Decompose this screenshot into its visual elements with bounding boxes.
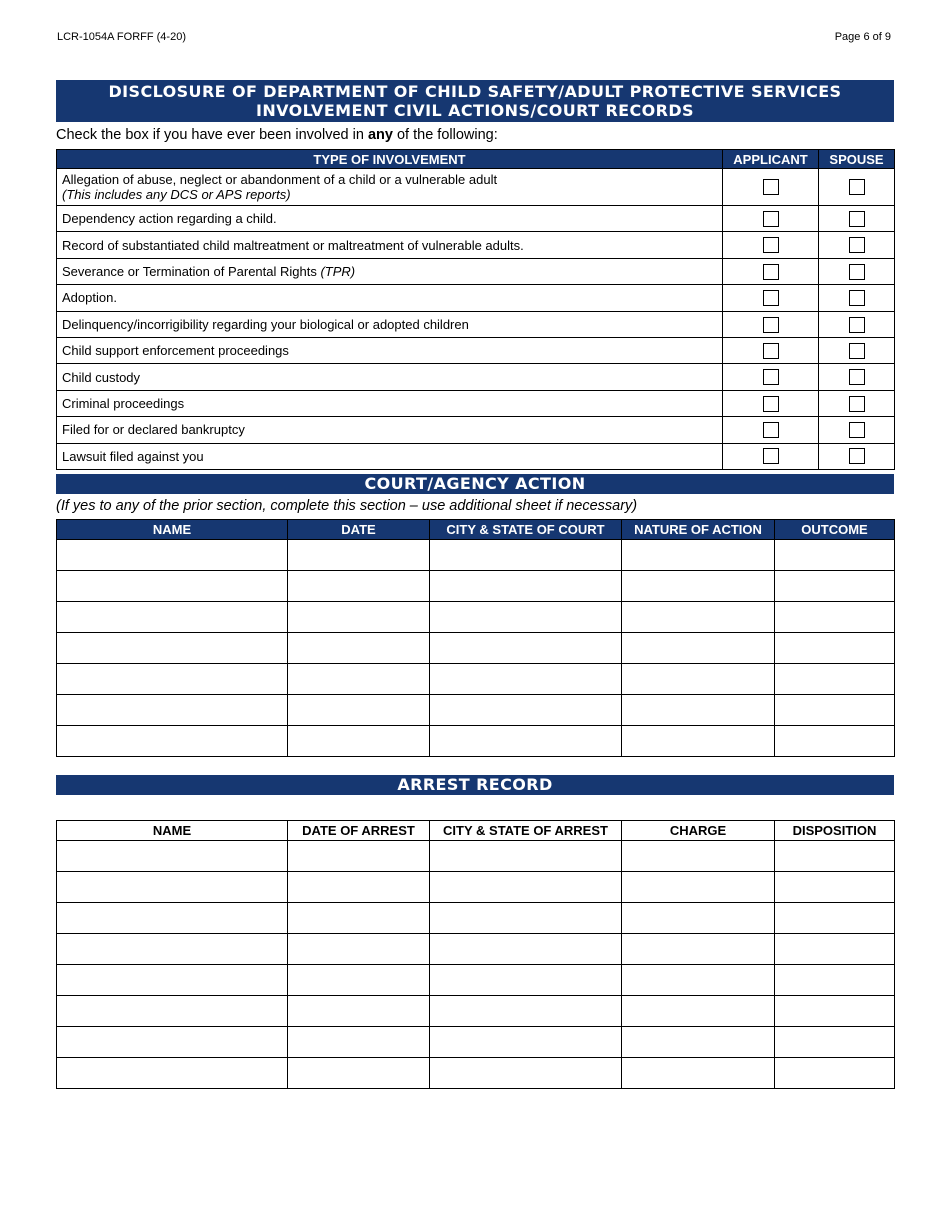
- court-nature-cell[interactable]: [622, 664, 775, 695]
- court-agency-table: [56, 519, 895, 757]
- spouse-checkbox-cell: [819, 443, 895, 469]
- court-row: [57, 726, 895, 757]
- spouse-checkbox[interactable]: [849, 422, 865, 438]
- involvement-label: Record of substantiated child maltreatment or maltreatment of vulnerable adults.: [62, 237, 524, 253]
- spouse-checkbox-cell: [819, 285, 895, 311]
- court-city-state-cell[interactable]: [430, 695, 622, 726]
- page-title: [56, 80, 894, 122]
- page-number: Page 6 of 9: [834, 31, 891, 43]
- court-nature-cell[interactable]: [622, 540, 775, 571]
- applicant-checkbox-cell: [723, 390, 819, 416]
- involvement-label: Child support enforcement proceedings: [62, 343, 289, 359]
- arrest-disposition-cell[interactable]: [775, 1027, 895, 1058]
- court-nature-cell[interactable]: [622, 633, 775, 664]
- involvement-type-cell: [57, 311, 723, 337]
- arrest-charge-cell[interactable]: [622, 872, 775, 903]
- involvement-note: (This includes any DCS or APS reports): [62, 187, 291, 202]
- arrest-row: [57, 965, 895, 996]
- arrest-city-state-cell[interactable]: [430, 1027, 622, 1058]
- applicant-checkbox[interactable]: [763, 343, 779, 359]
- arrest-disposition-cell[interactable]: [775, 934, 895, 965]
- arrest-date-cell[interactable]: [288, 872, 430, 903]
- spouse-checkbox[interactable]: [849, 264, 865, 280]
- court-outcome-cell[interactable]: [775, 540, 895, 571]
- arrest-charge-cell[interactable]: [622, 903, 775, 934]
- involvement-type-cell: [57, 169, 723, 206]
- court-date-cell[interactable]: [288, 664, 430, 695]
- spouse-checkbox[interactable]: [849, 396, 865, 412]
- applicant-checkbox[interactable]: [763, 211, 779, 227]
- spouse-checkbox[interactable]: [849, 369, 865, 385]
- applicant-checkbox[interactable]: [763, 290, 779, 306]
- applicant-checkbox-cell: [723, 206, 819, 232]
- involvement-label-abbrev: (TPR): [320, 263, 356, 279]
- spouse-checkbox[interactable]: [849, 317, 865, 333]
- court-header-row: [57, 520, 895, 540]
- spouse-checkbox[interactable]: [849, 448, 865, 464]
- court-name-cell[interactable]: [57, 695, 288, 726]
- arrest-row: [57, 903, 895, 934]
- arrest-row: [57, 996, 895, 1027]
- involvement-type-cell: [57, 258, 723, 284]
- spouse-checkbox-cell: [819, 232, 895, 258]
- spouse-checkbox-cell: [819, 337, 895, 363]
- court-city-state-cell[interactable]: [430, 571, 622, 602]
- header-type-of-involvement: TYPE OF INVOLVEMENT: [57, 150, 723, 169]
- court-nature-cell[interactable]: [622, 695, 775, 726]
- involvement-label: Allegation of abuse, neglect or abandonment of a child or a vulnerable adult: [62, 172, 498, 187]
- arrest-city-state-cell[interactable]: [430, 841, 622, 872]
- involvement-row: [57, 417, 895, 443]
- involvement-row: [57, 337, 895, 363]
- involvement-label: Dependency action regarding a child.: [62, 211, 277, 227]
- involvement-row: [57, 285, 895, 311]
- involvement-header-row: [57, 150, 895, 169]
- applicant-checkbox[interactable]: [763, 369, 779, 385]
- arrest-row: [57, 934, 895, 965]
- involvement-row: [57, 364, 895, 390]
- applicant-checkbox-cell: [723, 258, 819, 284]
- arrest-header-city-state: CITY & STATE OF ARREST: [430, 821, 622, 841]
- involvement-label: Lawsuit filed against you: [62, 448, 204, 464]
- involvement-table: [56, 149, 895, 470]
- arrest-name-cell[interactable]: [57, 1027, 288, 1058]
- arrest-header-date: DATE OF ARREST: [288, 821, 430, 841]
- applicant-checkbox-cell: [723, 285, 819, 311]
- arrest-name-cell[interactable]: [57, 872, 288, 903]
- involvement-label: Child custody: [62, 369, 141, 385]
- arrest-date-cell[interactable]: [288, 1058, 430, 1089]
- spouse-checkbox-cell: [819, 417, 895, 443]
- arrest-city-state-cell[interactable]: [430, 1058, 622, 1089]
- arrest-date-cell[interactable]: [288, 934, 430, 965]
- arrest-charge-cell[interactable]: [622, 996, 775, 1027]
- court-city-state-cell[interactable]: [430, 540, 622, 571]
- court-row: [57, 695, 895, 726]
- applicant-checkbox-cell: [723, 232, 819, 258]
- court-nature-cell[interactable]: [622, 602, 775, 633]
- applicant-checkbox[interactable]: [763, 317, 779, 333]
- arrest-row: [57, 872, 895, 903]
- spouse-checkbox[interactable]: [849, 179, 865, 195]
- court-header-date: DATE: [288, 520, 430, 540]
- court-row: [57, 571, 895, 602]
- involvement-label: Criminal proceedings: [62, 395, 185, 411]
- spouse-checkbox-cell: [819, 258, 895, 284]
- court-row: [57, 602, 895, 633]
- arrest-header-name: NAME: [57, 821, 288, 841]
- arrest-date-cell[interactable]: [288, 965, 430, 996]
- applicant-checkbox[interactable]: [763, 179, 779, 195]
- court-name-cell[interactable]: [57, 540, 288, 571]
- spouse-checkbox-cell: [819, 206, 895, 232]
- court-outcome-cell[interactable]: [775, 664, 895, 695]
- involvement-type-cell: [57, 206, 723, 232]
- involvement-row: [57, 232, 895, 258]
- applicant-checkbox-cell: [723, 364, 819, 390]
- court-agency-title: COURT/AGENCY ACTION: [56, 474, 894, 494]
- arrest-name-cell[interactable]: [57, 903, 288, 934]
- involvement-label: Severance or Termination of Parental Rights: [62, 263, 321, 279]
- arrest-charge-cell[interactable]: [622, 965, 775, 996]
- applicant-checkbox-cell: [723, 337, 819, 363]
- header-spouse: SPOUSE: [819, 150, 895, 169]
- arrest-date-cell[interactable]: [288, 903, 430, 934]
- arrest-disposition-cell[interactable]: [775, 1058, 895, 1089]
- court-date-cell[interactable]: [288, 602, 430, 633]
- arrest-disposition-cell[interactable]: [775, 996, 895, 1027]
- applicant-checkbox-cell: [723, 443, 819, 469]
- involvement-row: [57, 258, 895, 284]
- spouse-checkbox-cell: [819, 311, 895, 337]
- instruction-text: Check the box if you have ever been involved in any of the following:: [56, 127, 498, 143]
- applicant-checkbox[interactable]: [763, 264, 779, 280]
- court-row: [57, 633, 895, 664]
- arrest-row: [57, 841, 895, 872]
- arrest-name-cell[interactable]: [57, 841, 288, 872]
- court-city-state-cell[interactable]: [430, 726, 622, 757]
- arrest-disposition-cell[interactable]: [775, 903, 895, 934]
- arrest-charge-cell[interactable]: [622, 1058, 775, 1089]
- court-header-city-state: CITY & STATE OF COURT: [430, 520, 622, 540]
- court-city-state-cell[interactable]: [430, 633, 622, 664]
- involvement-type-cell: [57, 443, 723, 469]
- court-outcome-cell[interactable]: [775, 695, 895, 726]
- court-row: [57, 664, 895, 695]
- court-outcome-cell[interactable]: [775, 571, 895, 602]
- arrest-charge-cell[interactable]: [622, 841, 775, 872]
- court-city-state-cell[interactable]: [430, 602, 622, 633]
- spouse-checkbox-cell: [819, 390, 895, 416]
- spouse-checkbox[interactable]: [849, 343, 865, 359]
- court-name-cell[interactable]: [57, 602, 288, 633]
- page-header: [57, 31, 893, 45]
- court-date-cell[interactable]: [288, 571, 430, 602]
- involvement-type-cell: [57, 232, 723, 258]
- involvement-row: [57, 311, 895, 337]
- spouse-checkbox[interactable]: [849, 211, 865, 227]
- arrest-charge-cell[interactable]: [622, 1027, 775, 1058]
- court-nature-cell[interactable]: [622, 726, 775, 757]
- involvement-type-cell: [57, 417, 723, 443]
- court-outcome-cell[interactable]: [775, 726, 895, 757]
- involvement-label: Filed for or declared bankruptcy: [62, 422, 245, 438]
- arrest-record-title: ARREST RECORD: [56, 775, 894, 795]
- spouse-checkbox-cell: [819, 364, 895, 390]
- arrest-city-state-cell[interactable]: [430, 996, 622, 1027]
- header-applicant: APPLICANT: [723, 150, 819, 169]
- arrest-name-cell[interactable]: [57, 965, 288, 996]
- court-nature-cell[interactable]: [622, 571, 775, 602]
- arrest-header-charge: CHARGE: [622, 821, 775, 841]
- applicant-checkbox-cell: [723, 417, 819, 443]
- court-agency-note: (If yes to any of the prior section, complete this section – use additional sheet if necessary): [56, 498, 638, 514]
- court-name-cell[interactable]: [57, 726, 288, 757]
- arrest-row: [57, 1027, 895, 1058]
- court-outcome-cell[interactable]: [775, 602, 895, 633]
- court-date-cell[interactable]: [288, 633, 430, 664]
- arrest-city-state-cell[interactable]: [430, 934, 622, 965]
- court-row: [57, 540, 895, 571]
- involvement-type-cell: [57, 364, 723, 390]
- applicant-checkbox-cell: [723, 169, 819, 206]
- court-name-cell[interactable]: [57, 633, 288, 664]
- arrest-name-cell[interactable]: [57, 934, 288, 965]
- applicant-checkbox[interactable]: [763, 422, 779, 438]
- spouse-checkbox[interactable]: [849, 290, 865, 306]
- court-header-outcome: OUTCOME: [775, 520, 895, 540]
- arrest-name-cell[interactable]: [57, 996, 288, 1027]
- court-name-cell[interactable]: [57, 664, 288, 695]
- arrest-name-cell[interactable]: [57, 1058, 288, 1089]
- title-line-1: DISCLOSURE OF DEPARTMENT OF CHILD SAFETY/ADULT PROTECTIVE SERVICES: [108, 82, 842, 101]
- arrest-disposition-cell[interactable]: [775, 872, 895, 903]
- arrest-row: [57, 1058, 895, 1089]
- court-header-nature: NATURE OF ACTION: [622, 520, 775, 540]
- court-outcome-cell[interactable]: [775, 633, 895, 664]
- involvement-row: [57, 390, 895, 416]
- arrest-date-cell[interactable]: [288, 996, 430, 1027]
- involvement-type-cell: [57, 390, 723, 416]
- arrest-record-table: [56, 820, 895, 1089]
- involvement-label: Delinquency/incorrigibility regarding your biological or adopted children: [62, 316, 469, 332]
- court-header-name: NAME: [57, 520, 288, 540]
- court-date-cell[interactable]: [288, 726, 430, 757]
- arrest-city-state-cell[interactable]: [430, 872, 622, 903]
- involvement-label: Adoption.: [62, 290, 117, 306]
- arrest-date-cell[interactable]: [288, 841, 430, 872]
- court-date-cell[interactable]: [288, 695, 430, 726]
- applicant-checkbox[interactable]: [763, 396, 779, 412]
- applicant-checkbox[interactable]: [763, 448, 779, 464]
- arrest-date-cell[interactable]: [288, 1027, 430, 1058]
- spouse-checkbox-cell: [819, 169, 895, 206]
- involvement-row: [57, 169, 895, 206]
- arrest-disposition-cell[interactable]: [775, 965, 895, 996]
- title-line-2: INVOLVEMENT CIVIL ACTIONS/COURT RECORDS: [256, 101, 694, 120]
- form-id: LCR-1054A FORFF (4-20): [57, 31, 186, 43]
- involvement-row: [57, 443, 895, 469]
- arrest-header-disposition: DISPOSITION: [775, 821, 895, 841]
- arrest-city-state-cell[interactable]: [430, 965, 622, 996]
- applicant-checkbox[interactable]: [763, 237, 779, 253]
- arrest-disposition-cell[interactable]: [775, 841, 895, 872]
- court-name-cell[interactable]: [57, 571, 288, 602]
- arrest-header-row: [57, 821, 895, 841]
- applicant-checkbox-cell: [723, 311, 819, 337]
- court-date-cell[interactable]: [288, 540, 430, 571]
- arrest-city-state-cell[interactable]: [430, 903, 622, 934]
- involvement-type-cell: [57, 285, 723, 311]
- court-city-state-cell[interactable]: [430, 664, 622, 695]
- arrest-charge-cell[interactable]: [622, 934, 775, 965]
- involvement-row: [57, 206, 895, 232]
- spouse-checkbox[interactable]: [849, 237, 865, 253]
- involvement-type-cell: [57, 337, 723, 363]
